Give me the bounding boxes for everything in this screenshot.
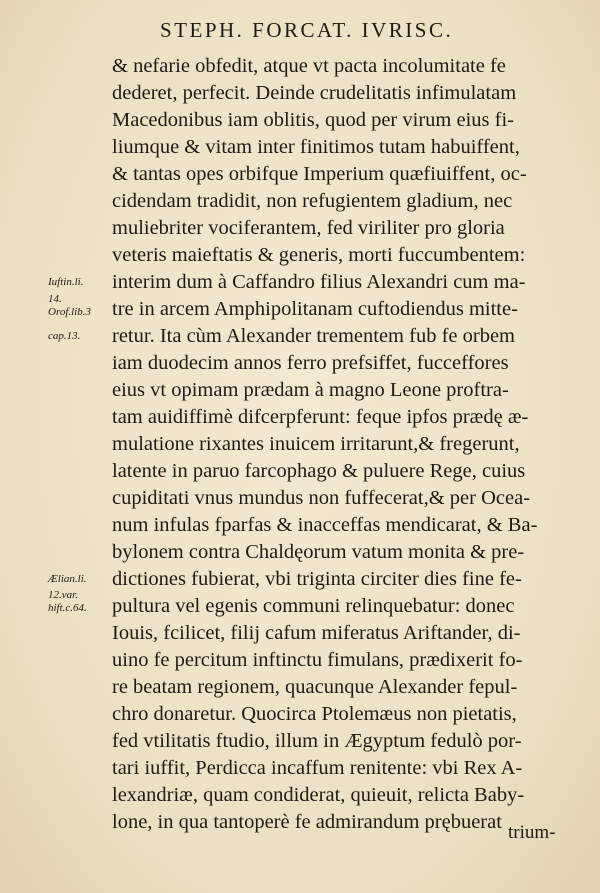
- text-line: cupiditati vnus mundus non fuffecerat,& per Ocea-: [112, 487, 531, 509]
- text-line: & nefarie obfedit, atque vt pacta incolumitate fe: [112, 55, 506, 77]
- text-line: interim dum à Caffandro filius Alexandri cum ma-: [112, 271, 526, 293]
- catchword: trium-: [508, 822, 556, 843]
- text-line: tari iuffit, Perdicca incaffum renitente: vbi Rex A-: [112, 757, 523, 779]
- text-line: tre in arcem Amphipolitanam cuftodiendus mitte-: [112, 298, 518, 320]
- text-line: chro donaretur. Quocirca Ptolemæus non pietatis,: [112, 703, 517, 725]
- text-line: re beatam regionem, quacunque Alexander fepul-: [112, 676, 518, 698]
- text-line: retur. Ita cùm Alexander trementem fub fe orbem: [112, 325, 516, 347]
- text-line: dictiones fubierat, vbi triginta circiter dies fine fe-: [112, 568, 522, 590]
- running-header: STEPH. FORCAT. IVRISC.: [160, 18, 454, 42]
- margin-note: hift.c.64.: [48, 602, 87, 614]
- text-line: pultura vel egenis communi relinquebatur: donec: [112, 595, 515, 617]
- text-line: eius vt opimam prædam à magno Leone proftra-: [112, 379, 509, 401]
- text-line: lexandriæ, quam condiderat, quieuit, relicta Baby-: [112, 784, 525, 806]
- text-line: mulatione rixantes inuicem irritarunt,& fregerunt,: [112, 433, 520, 455]
- text-line: liumque & vitam inter finitimos tutam habuiffent,: [112, 136, 520, 158]
- text-line: dederet, perfecit. Deinde crudelitatis infimulatam: [112, 82, 517, 104]
- margin-note: Iuftin.li.: [48, 276, 84, 288]
- text-line: latente in paruo farcophago & puluere Rege, cuius: [112, 460, 526, 482]
- text-line: veteris maieftatis & generis, morti fuccumbentem:: [112, 244, 526, 266]
- margin-note: 14.: [48, 293, 62, 305]
- text-line: muliebriter vociferantem, fed viriliter pro gloria: [112, 217, 505, 239]
- text-line: tam auidiffimè difcerpferunt: feque ipfos prædę æ-: [112, 406, 529, 428]
- margin-note: 12.var.: [48, 589, 78, 601]
- text-line: uino fe percitum inftinctu fimulans, prædixerit fo-: [112, 649, 523, 671]
- text-line: num infulas fparfas & inacceffas mendicarat, & Ba-: [112, 514, 538, 536]
- text-line: fed vtilitatis ftudio, illum in Ægyptum fedulò por-: [112, 730, 522, 752]
- text-line: iam duodecim annos ferro prefsiffet, fucceffores: [112, 352, 509, 374]
- text-line: Macedonibus iam oblitis, quod per virum eius fi-: [112, 109, 514, 131]
- text-line: & tantas opes orbifque Imperium quæfiuiffent, oc-: [112, 163, 527, 185]
- margin-note: Orof.lib.3: [48, 306, 91, 318]
- text-line: Iouis, fcilicet, filij cafum miferatus Ariftander, di-: [112, 622, 521, 644]
- text-line: cidendam tradidit, non refugientem gladium, nec: [112, 190, 513, 212]
- text-line: lone, in qua tantoperè fe admirandum prębuerat: [112, 811, 502, 833]
- text-line: bylonem contra Chaldęorum vatum monita & pre-: [112, 541, 525, 563]
- margin-note: Ælian.li.: [48, 573, 87, 585]
- margin-note: cap.13.: [48, 330, 81, 342]
